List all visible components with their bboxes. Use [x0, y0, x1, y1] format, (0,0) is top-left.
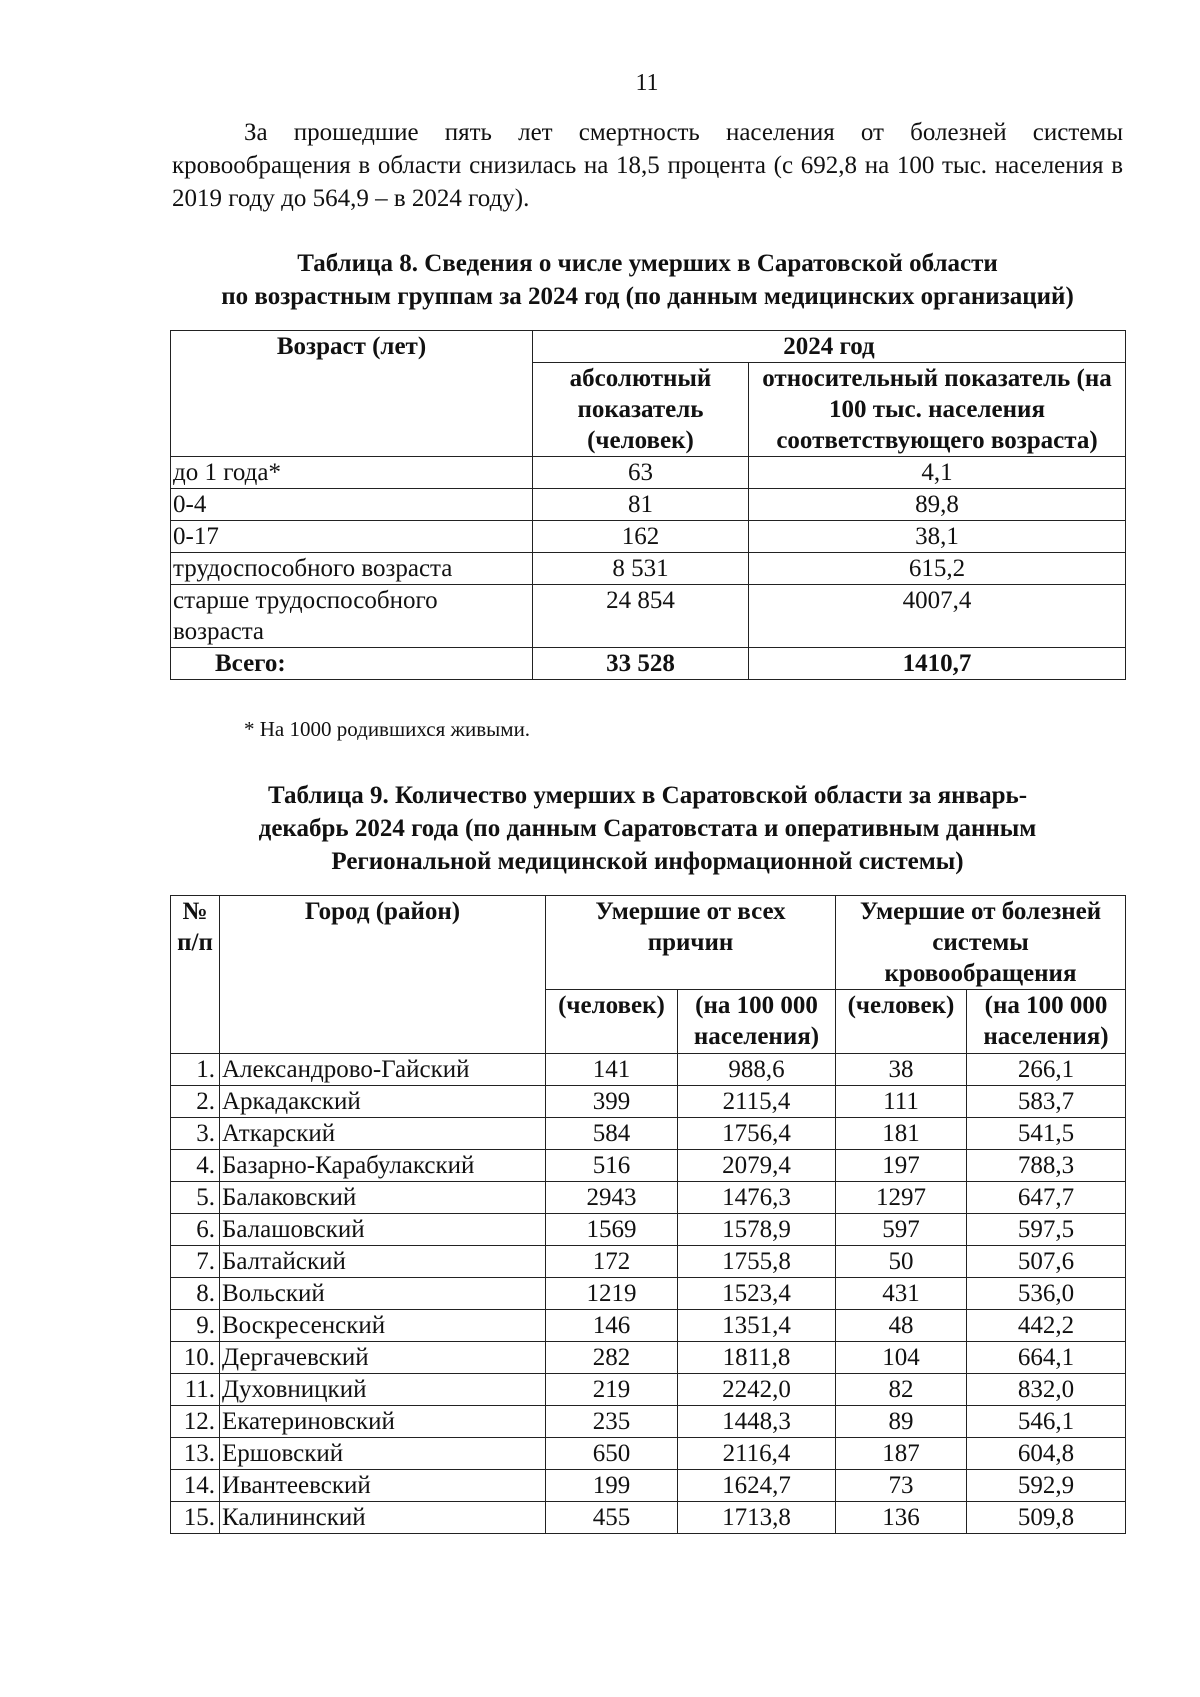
cell-name: Александрово-Гайский	[220, 1054, 546, 1086]
cell-a: 1219	[546, 1278, 678, 1310]
cell-abs: 8 531	[533, 553, 749, 585]
cell-n: 4.	[171, 1150, 220, 1182]
cell-ar: 2079,4	[678, 1150, 836, 1182]
cell-name: Базарно-Карабулакский	[220, 1150, 546, 1182]
table-row	[171, 1150, 1126, 1182]
cell-c: 89	[836, 1406, 967, 1438]
table-row	[171, 1502, 1126, 1534]
cell-age: до 1 года*	[171, 457, 533, 489]
body-paragraph	[172, 116, 1123, 215]
total-label: Всего:	[171, 648, 533, 680]
cell-name: Калининский	[220, 1502, 546, 1534]
header-year: 2024 год	[533, 331, 1126, 363]
cell-age: старше трудоспособного возраста	[171, 585, 533, 648]
cell-ar: 988,6	[678, 1054, 836, 1086]
cell-cr: 647,7	[967, 1182, 1126, 1214]
cell-a: 399	[546, 1086, 678, 1118]
cell-ar: 1523,4	[678, 1278, 836, 1310]
cell-a: 219	[546, 1374, 678, 1406]
cell-ar: 2242,0	[678, 1374, 836, 1406]
cell-n: 15.	[171, 1502, 220, 1534]
cell-cr: 664,1	[967, 1342, 1126, 1374]
table-row	[171, 553, 1126, 585]
cell-abs: 24 854	[533, 585, 749, 648]
table-row	[171, 1054, 1126, 1086]
cell-ar: 1448,3	[678, 1406, 836, 1438]
cell-name: Дергачевский	[220, 1342, 546, 1374]
header-num: № п/п	[171, 896, 220, 1054]
cell-c: 197	[836, 1150, 967, 1182]
cell-ar: 1578,9	[678, 1214, 836, 1246]
cell-n: 5.	[171, 1182, 220, 1214]
header-circulatory: Умершие от болезней системы кровообращения	[836, 896, 1126, 990]
cell-rel: 615,2	[749, 553, 1126, 585]
table-row	[171, 585, 1126, 648]
header-per100k: (на 100 000 населения)	[967, 990, 1126, 1054]
cell-name: Воскресенский	[220, 1310, 546, 1342]
cell-ar: 1756,4	[678, 1118, 836, 1150]
cell-a: 199	[546, 1470, 678, 1502]
header-persons: (человек)	[546, 990, 678, 1054]
cell-a: 141	[546, 1054, 678, 1086]
table-row	[171, 1214, 1126, 1246]
table8-title-line: Таблица 8. Сведения о числе умерших в Саратовской области	[297, 250, 998, 277]
header-age: Возраст (лет)	[171, 331, 533, 457]
table-row	[171, 1118, 1126, 1150]
cell-rel: 4007,4	[749, 585, 1126, 648]
cell-a: 146	[546, 1310, 678, 1342]
cell-c: 181	[836, 1118, 967, 1150]
cell-rel: 4,1	[749, 457, 1126, 489]
cell-rel: 38,1	[749, 521, 1126, 553]
table-row	[171, 521, 1126, 553]
cell-c: 38	[836, 1054, 967, 1086]
cell-cr: 583,7	[967, 1086, 1126, 1118]
cell-c: 136	[836, 1502, 967, 1534]
cell-cr: 597,5	[967, 1214, 1126, 1246]
cell-cr: 266,1	[967, 1054, 1126, 1086]
header-absolute: абсолютный показатель (человек)	[533, 363, 749, 457]
cell-n: 12.	[171, 1406, 220, 1438]
cell-c: 431	[836, 1278, 967, 1310]
header-all-causes: Умершие от всех причин	[546, 896, 836, 990]
cell-a: 2943	[546, 1182, 678, 1214]
cell-a: 172	[546, 1246, 678, 1278]
cell-c: 50	[836, 1246, 967, 1278]
total-rel: 1410,7	[749, 648, 1126, 680]
cell-c: 82	[836, 1374, 967, 1406]
table-row	[171, 457, 1126, 489]
page-number: 11	[635, 70, 659, 96]
total-abs: 33 528	[533, 648, 749, 680]
cell-ar: 1713,8	[678, 1502, 836, 1534]
table-row	[171, 1086, 1126, 1118]
table9	[170, 895, 1126, 1534]
table9-title	[170, 779, 1125, 878]
table9-title-line: Таблица 9. Количество умерших в Саратовской области за январь-	[267, 782, 1028, 809]
header-relative: относительный показатель (на 100 тыс. населения соответствующего возраста)	[749, 363, 1126, 457]
cell-name: Духовницкий	[220, 1374, 546, 1406]
cell-n: 10.	[171, 1342, 220, 1374]
cell-n: 1.	[171, 1054, 220, 1086]
table-row	[171, 1342, 1126, 1374]
cell-abs: 63	[533, 457, 749, 489]
cell-name: Балаковский	[220, 1182, 546, 1214]
table9-title-line: декабрь 2024 года (по данным Саратовстата и оперативным данным	[258, 815, 1037, 842]
table-row	[171, 1470, 1126, 1502]
cell-cr: 541,5	[967, 1118, 1126, 1150]
cell-age: трудоспособного возраста	[171, 553, 533, 585]
table-row	[171, 1278, 1126, 1310]
cell-name: Балашовский	[220, 1214, 546, 1246]
cell-a: 235	[546, 1406, 678, 1438]
cell-ar: 1351,4	[678, 1310, 836, 1342]
cell-cr: 832,0	[967, 1374, 1126, 1406]
cell-c: 597	[836, 1214, 967, 1246]
cell-n: 6.	[171, 1214, 220, 1246]
cell-a: 516	[546, 1150, 678, 1182]
cell-age: 0-4	[171, 489, 533, 521]
cell-a: 1569	[546, 1214, 678, 1246]
table8-title	[170, 247, 1125, 313]
footnote: * На 1000 родившихся живыми.	[244, 717, 531, 741]
table-row	[171, 1374, 1126, 1406]
cell-cr: 788,3	[967, 1150, 1126, 1182]
table-row	[171, 489, 1126, 521]
cell-ar: 1476,3	[678, 1182, 836, 1214]
cell-cr: 592,9	[967, 1470, 1126, 1502]
table-total-row	[171, 648, 1126, 680]
cell-cr: 442,2	[967, 1310, 1126, 1342]
cell-ar: 1811,8	[678, 1342, 836, 1374]
cell-name: Екатериновский	[220, 1406, 546, 1438]
cell-a: 282	[546, 1342, 678, 1374]
cell-name: Аткарский	[220, 1118, 546, 1150]
table-row	[171, 1310, 1126, 1342]
table-row	[171, 1246, 1126, 1278]
cell-ar: 2116,4	[678, 1438, 836, 1470]
table8-title-line: по возрастным группам за 2024 год (по данным медицинских организаций)	[221, 283, 1074, 310]
cell-ar: 1624,7	[678, 1470, 836, 1502]
cell-n: 13.	[171, 1438, 220, 1470]
cell-c: 187	[836, 1438, 967, 1470]
table-row	[171, 1182, 1126, 1214]
cell-n: 3.	[171, 1118, 220, 1150]
cell-a: 650	[546, 1438, 678, 1470]
cell-name: Аркадакский	[220, 1086, 546, 1118]
cell-c: 111	[836, 1086, 967, 1118]
cell-cr: 604,8	[967, 1438, 1126, 1470]
table8	[170, 330, 1126, 680]
cell-cr: 507,6	[967, 1246, 1126, 1278]
cell-name: Вольский	[220, 1278, 546, 1310]
cell-age: 0-17	[171, 521, 533, 553]
cell-cr: 509,8	[967, 1502, 1126, 1534]
cell-n: 9.	[171, 1310, 220, 1342]
cell-n: 7.	[171, 1246, 220, 1278]
table-row	[171, 1438, 1126, 1470]
cell-ar: 1755,8	[678, 1246, 836, 1278]
cell-ar: 2115,4	[678, 1086, 836, 1118]
cell-abs: 162	[533, 521, 749, 553]
cell-c: 104	[836, 1342, 967, 1374]
header-city: Город (район)	[220, 896, 546, 1054]
cell-a: 584	[546, 1118, 678, 1150]
cell-name: Ивантеевский	[220, 1470, 546, 1502]
cell-c: 1297	[836, 1182, 967, 1214]
cell-name: Ершовский	[220, 1438, 546, 1470]
cell-a: 455	[546, 1502, 678, 1534]
cell-n: 8.	[171, 1278, 220, 1310]
cell-rel: 89,8	[749, 489, 1126, 521]
cell-cr: 536,0	[967, 1278, 1126, 1310]
cell-n: 14.	[171, 1470, 220, 1502]
cell-n: 2.	[171, 1086, 220, 1118]
cell-n: 11.	[171, 1374, 220, 1406]
header-per100k: (на 100 000 населения)	[678, 990, 836, 1054]
header-persons: (человек)	[836, 990, 967, 1054]
cell-c: 73	[836, 1470, 967, 1502]
table9-title-line: Региональной медицинской информационной системы)	[331, 848, 964, 875]
table-row	[171, 1406, 1126, 1438]
cell-abs: 81	[533, 489, 749, 521]
cell-c: 48	[836, 1310, 967, 1342]
cell-cr: 546,1	[967, 1406, 1126, 1438]
paragraph-text: За прошедшие пять лет смертность населения от болезней системы кровообращения в области снизилась на 18,5 процента (с 692,8 на 100 тыс. населения в 2019 году до 564,9 – в 2024 году).	[172, 119, 1123, 212]
cell-name: Балтайский	[220, 1246, 546, 1278]
